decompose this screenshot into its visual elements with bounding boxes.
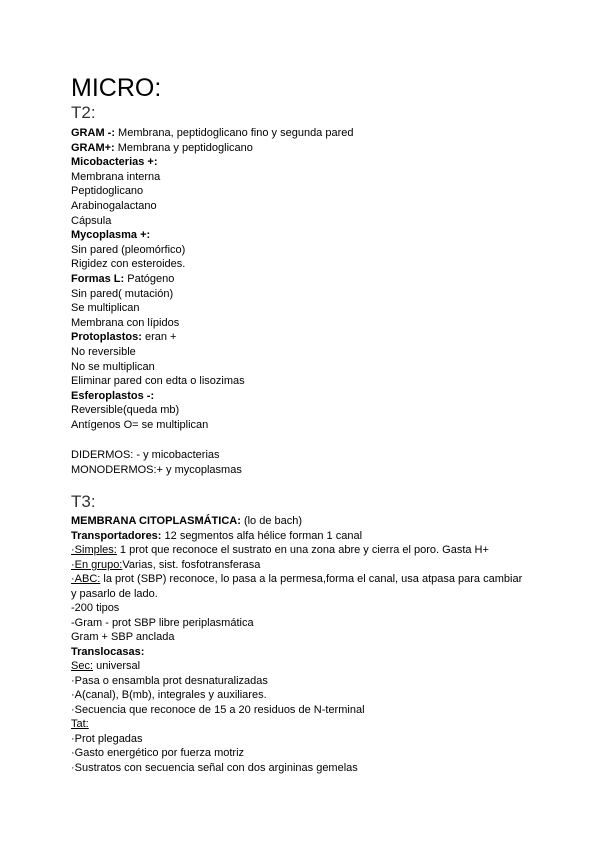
sec-item-3: ·Secuencia que reconoce de 15 a 20 residuos de N-terminal xyxy=(71,704,365,716)
membrana-line xyxy=(71,514,302,528)
t2-line xyxy=(71,301,139,315)
t2-line xyxy=(71,155,158,169)
gram-pos-line: Gram + SBP anclada xyxy=(71,631,175,643)
t2-line-text: Cápsula xyxy=(71,214,112,227)
t2-line-text: Membrana y peptidoglicano xyxy=(114,141,253,154)
t2-line-text: Peptidoglicano xyxy=(71,185,144,198)
simples-label: ·Simples: xyxy=(71,544,117,556)
t2-line-text: Antígenos O= se multiplican xyxy=(71,419,209,431)
t2-line xyxy=(71,141,253,155)
t2-line-text: Reversible(queda mb) xyxy=(71,404,180,417)
t2-line-text: Membrana, peptidoglicano fino y segunda pared xyxy=(115,127,354,139)
t2-line xyxy=(71,330,176,344)
t2-line-label: Micobacterias +: xyxy=(71,156,158,169)
t2-line-text: eran + xyxy=(141,331,177,344)
t2-line-label: Protoplastos: xyxy=(71,331,142,344)
transportadores-label: Transportadores: xyxy=(71,530,162,542)
t2-line-text: Membrana con lípidos xyxy=(71,316,180,329)
tat-item-2: ·Gasto energético por fuerza motriz xyxy=(71,747,245,759)
t2-line xyxy=(71,184,143,198)
tat-label: Tat: xyxy=(71,718,89,730)
t2-line xyxy=(71,374,245,388)
t2-line-text: Eliminar pared con edta o lisozimas xyxy=(71,375,245,388)
didermos-line: DIDERMOS: - y micobacterias xyxy=(71,449,220,461)
translocasas-line xyxy=(71,645,144,659)
t2-line-label: Esferoplastos -: xyxy=(71,389,155,402)
t2-line-label: GRAM+: xyxy=(71,141,115,154)
grupo-text: Varias, sist. fosfotransferasa xyxy=(122,559,261,571)
t2-line xyxy=(71,272,174,286)
t2-line-label: GRAM -: xyxy=(71,127,115,139)
sec-item-1: ·Pasa o ensambla prot desnaturalizadas xyxy=(71,675,268,687)
membrana-text: (lo de bach) xyxy=(240,515,303,527)
t2-line xyxy=(71,214,111,228)
t2-line xyxy=(71,345,136,359)
sec-line xyxy=(71,659,140,673)
abc-text: la prot (SBP) reconoce, lo pasa a la permesa,forma el canal, usa atpasa para cambiar xyxy=(100,573,523,585)
t2-line xyxy=(71,389,154,403)
tat-line xyxy=(71,717,89,731)
t2-line xyxy=(71,170,160,184)
abc-label: ·ABC: xyxy=(71,573,101,585)
monodermos-line: MONODERMOS:+ y mycoplasmas xyxy=(71,464,242,476)
t2-line xyxy=(71,126,354,140)
transportadores-line xyxy=(71,529,362,543)
tat-item-1: ·Prot plegadas xyxy=(71,733,143,745)
t2-line-text: Se multiplican xyxy=(71,302,140,315)
t2-line xyxy=(71,228,150,242)
t2-line xyxy=(71,199,157,213)
simples-line xyxy=(71,543,489,557)
t2-line-text: Sin pared (pleomórfico) xyxy=(71,243,186,256)
section-heading-t2: T2: xyxy=(71,103,96,122)
t2-line xyxy=(71,316,179,330)
t2-line xyxy=(71,287,173,301)
simples-text: 1 prot que reconoce el sustrato en una zona abre y cierra el poro. Gasta H+ xyxy=(116,544,489,556)
section-heading-t3: T3: xyxy=(71,492,96,511)
t2-line-label: Formas L: xyxy=(71,273,125,285)
abc-line xyxy=(71,572,522,586)
t2-line-text: Patógeno xyxy=(124,273,175,285)
gram-neg-line: -Gram - prot SBP libre periplasmática xyxy=(71,617,254,629)
sec-item-2: ·A(canal), B(mb), integrales y auxiliares. xyxy=(71,689,267,701)
t2-line xyxy=(71,418,208,432)
t2-line xyxy=(71,360,155,374)
t2-line-text: Rigidez con esteroides. xyxy=(71,258,186,271)
t2-line-text: No se multiplican xyxy=(71,360,155,373)
sec-text: universal xyxy=(93,660,141,672)
t2-line-text: Arabinogalactano xyxy=(71,200,157,212)
grupo-line xyxy=(71,558,260,572)
grupo-label: ·En grupo: xyxy=(71,559,123,571)
t2-line-text: Sin pared( mutación) xyxy=(71,287,174,300)
t2-line xyxy=(71,403,179,417)
membrana-label: MEMBRANA CITOPLASMÁTICA: xyxy=(71,515,241,527)
t2-line xyxy=(71,243,185,257)
tipos-line: -200 tipos xyxy=(71,602,120,614)
sec-label: Sec: xyxy=(71,660,94,672)
page-title: MICRO: xyxy=(71,74,162,102)
t2-line-text: Membrana interna xyxy=(71,170,161,183)
transportadores-text: 12 segmentos alfa hélice forman 1 canal xyxy=(161,530,363,542)
t2-line xyxy=(71,257,185,271)
tat-item-3: ·Sustratos con secuencia señal con dos argininas gemelas xyxy=(71,762,358,774)
translocasas-label: Translocasas: xyxy=(71,646,145,658)
t2-line-text: No reversible xyxy=(71,346,136,358)
t2-line-label: Mycoplasma +: xyxy=(71,229,151,242)
abc-continuation: y pasarlo de lado. xyxy=(71,588,158,600)
